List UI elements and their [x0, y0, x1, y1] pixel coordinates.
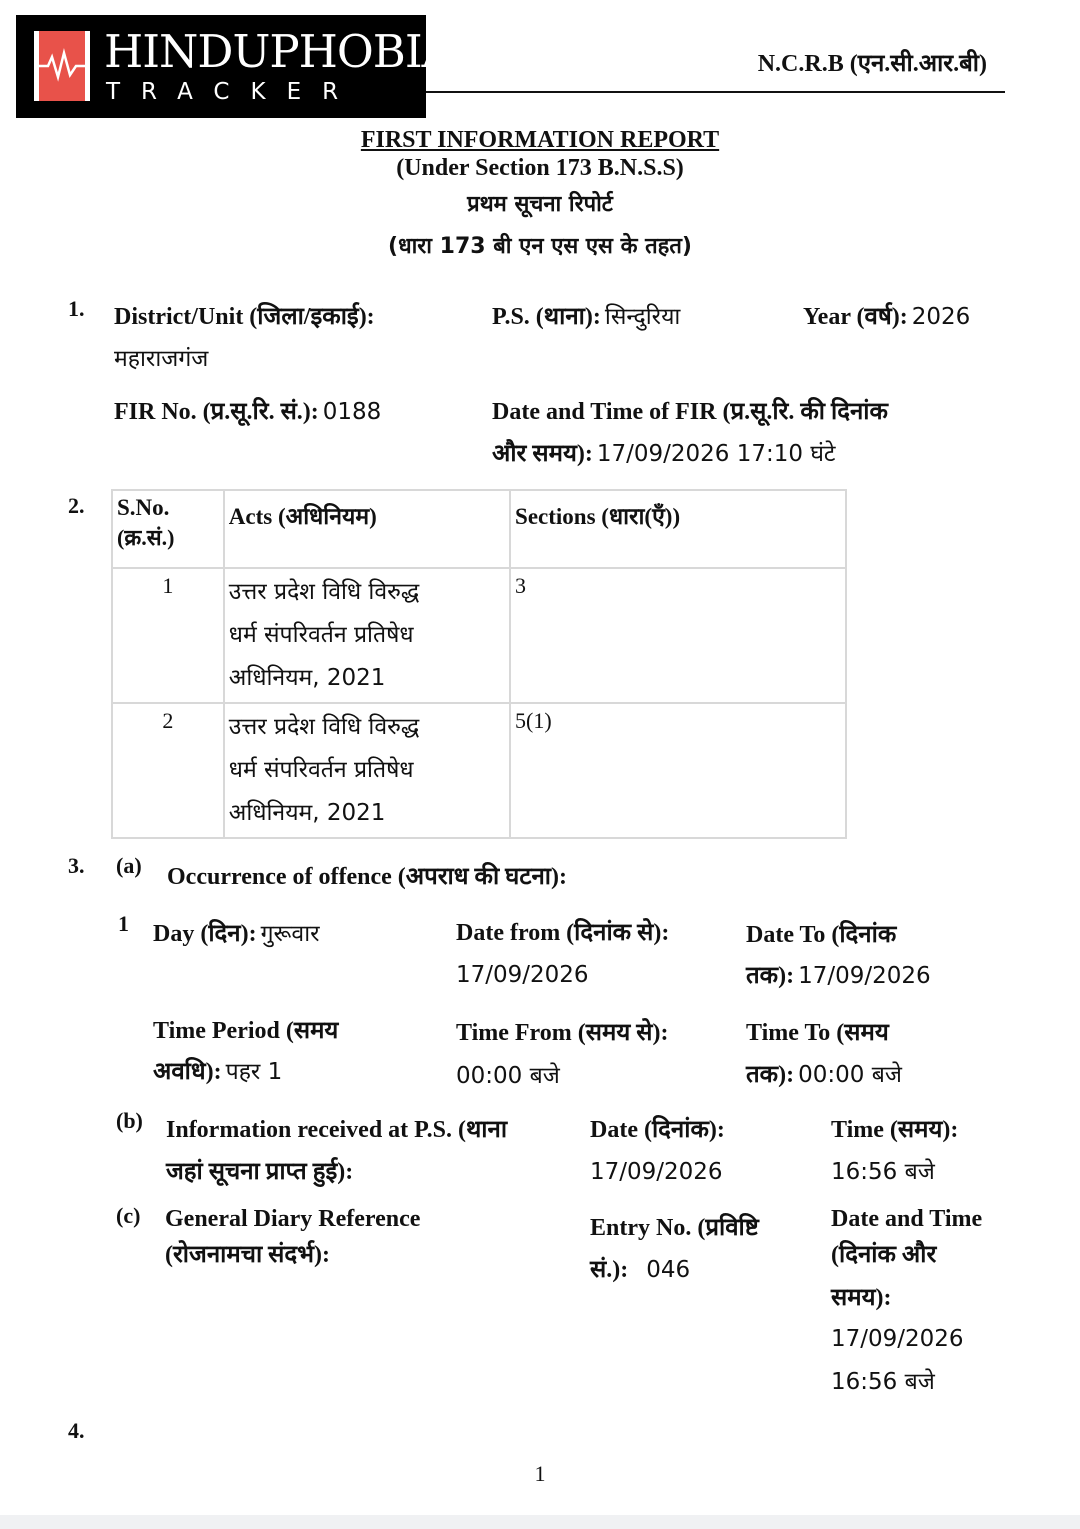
time-period-field: [153, 1055, 282, 1092]
entry-no-value: 046: [646, 1257, 691, 1283]
time-from-label: Time From (समय से):: [456, 1020, 669, 1046]
date-to-value: 17/09/2026: [798, 963, 931, 989]
subsection-b-marker: (b): [116, 1108, 143, 1133]
gd-datetime-label-1: Date and Time: [831, 1206, 983, 1232]
act-line-3: अधिनियम, 2021: [228, 665, 386, 691]
subsection-c-marker: (c): [116, 1203, 141, 1228]
report-subtitle-hindi: (धारा 173 बी एन एस एस के तहत): [388, 234, 692, 259]
gd-reference-label-2: (रोजनामचा संदर्भ):: [165, 1242, 331, 1268]
info-date-label: Date (दिनांक):: [590, 1117, 725, 1143]
fir-no-field: [114, 395, 381, 432]
info-time-value: 16:56 बजे: [831, 1159, 935, 1185]
section-value: 5(1): [515, 708, 552, 733]
subsection-a-marker: (a): [116, 853, 142, 878]
entry-no-label-1: Entry No. (प्रविष्टि: [590, 1215, 759, 1241]
hinduphobia-tracker-logo: [16, 15, 454, 118]
time-to-label-2: तक):: [746, 1062, 795, 1088]
date-from-value: 17/09/2026: [456, 962, 589, 988]
ps-label: P.S. (थाना):: [492, 304, 601, 330]
ncrb-label: N.C.R.B (एन.सी.आर.बी): [757, 51, 987, 77]
entry-no-field: [590, 1253, 690, 1290]
heartbeat-icon: [34, 31, 90, 101]
sections-header-text: Sections (धारा(एँ)): [515, 504, 681, 529]
report-subtitle: (Under Section 173 B.N.S.S): [396, 155, 684, 181]
gd-datetime-value-2: 16:56 बजे: [831, 1369, 935, 1395]
time-period-label-1: Time Period (समय: [153, 1018, 339, 1044]
report-title-wrap: [0, 125, 1080, 155]
section-1-number: 1.: [68, 296, 85, 321]
acts-header: [224, 490, 510, 568]
year-field: [803, 300, 970, 337]
time-to-field: [746, 1058, 902, 1095]
acts-header-text: Acts (अधिनियम): [228, 504, 377, 529]
section-3-number: 3.: [68, 853, 85, 878]
occurrence-index: 1: [118, 911, 129, 936]
act-line-3: अधिनियम, 2021: [228, 800, 386, 826]
act-cell: [224, 703, 510, 838]
time-to-value: 00:00 बजे: [798, 1062, 902, 1088]
day-field: [153, 917, 320, 954]
section-2-number: 2.: [68, 493, 85, 518]
fir-no-value: 0188: [322, 399, 382, 425]
page-number: 1: [534, 1461, 546, 1486]
gd-reference-label-1: General Diary Reference: [165, 1206, 421, 1232]
sno-cell: [112, 703, 224, 838]
page-bottom-band: [0, 1515, 1080, 1529]
fir-datetime-label-2: और समय):: [492, 441, 593, 467]
district-label: District/Unit (जिला/इकाई):: [114, 304, 375, 330]
time-from-value: 00:00 बजे: [456, 1063, 560, 1089]
act-line-2: धर्म संपरिवर्तन प्रतिषेध: [228, 622, 414, 648]
time-period-label-2: अवधि):: [153, 1059, 222, 1085]
act-line-2: धर्म संपरिवर्तन प्रतिषेध: [228, 757, 414, 783]
section-value: 3: [515, 573, 527, 598]
section-4-number: 4.: [68, 1418, 85, 1443]
info-time-label: Time (समय):: [831, 1117, 959, 1143]
info-date-value: 17/09/2026: [590, 1159, 723, 1185]
entry-no-label-2: सं.):: [590, 1257, 629, 1283]
sno-header-line-2: (क्र.सं.): [117, 525, 175, 550]
acts-table: [111, 489, 847, 839]
sno-value: 2: [162, 708, 174, 733]
fir-datetime-label-1: Date and Time of FIR (प्र.सू.रि. की दिनांक: [492, 399, 888, 425]
year-value: 2026: [911, 304, 971, 330]
time-to-label-1: Time To (समय: [746, 1020, 889, 1046]
ps-value: सिन्दुरिया: [604, 304, 681, 330]
gd-datetime-value-1: 17/09/2026: [831, 1326, 964, 1352]
date-to-field: [746, 959, 931, 996]
gd-datetime-label-2: (दिनांक और: [831, 1242, 937, 1268]
occurrence-label: Occurrence of offence (अपराध की घटना):: [167, 864, 567, 890]
section-cell: [510, 703, 846, 838]
report-title-hindi: प्रथम सूचना रिपोर्ट: [467, 192, 613, 217]
fir-datetime-field: [492, 437, 836, 474]
ps-field: [492, 300, 680, 337]
sections-header: [510, 490, 846, 568]
act-line-1: उत्तर प्रदेश विधि विरुद्ध: [228, 714, 420, 740]
header-divider: [426, 91, 1005, 93]
sno-value: 1: [162, 573, 174, 598]
year-label: Year (वर्ष):: [803, 304, 908, 330]
table-row: [112, 703, 846, 838]
gd-datetime-label-3: समय):: [831, 1285, 892, 1311]
date-to-label-1: Date To (दिनांक: [746, 922, 897, 948]
report-title: FIRST INFORMATION REPORT: [360, 127, 720, 153]
sno-header-line-1: S.No.: [117, 495, 170, 520]
act-line-1: उत्तर प्रदेश विधि विरुद्ध: [228, 579, 420, 605]
fir-no-label: FIR No. (प्र.सू.रि. सं.):: [114, 399, 319, 425]
act-cell: [224, 568, 510, 703]
info-received-label-2: जहां सूचना प्राप्त हुई):: [166, 1159, 354, 1185]
logo-sub-text: TRACKER: [106, 79, 360, 105]
district-value: महाराजगंज: [114, 346, 209, 372]
section-cell: [510, 568, 846, 703]
fir-datetime-value: 17/09/2026 17:10 घंटे: [596, 441, 836, 467]
logo-main-text: HINDUPHOBIA: [104, 25, 454, 78]
date-to-label-2: तक):: [746, 963, 795, 989]
table-header-row: [112, 490, 846, 568]
sno-header: [112, 490, 224, 568]
day-label: Day (दिन):: [153, 921, 257, 947]
date-from-label: Date from (दिनांक से):: [456, 920, 670, 946]
day-value: गुरूवार: [260, 921, 320, 947]
table-row: [112, 568, 846, 703]
sno-cell: [112, 568, 224, 703]
info-received-label-1: Information received at P.S. (थाना: [166, 1117, 508, 1143]
time-period-value: पहर 1: [225, 1059, 283, 1085]
